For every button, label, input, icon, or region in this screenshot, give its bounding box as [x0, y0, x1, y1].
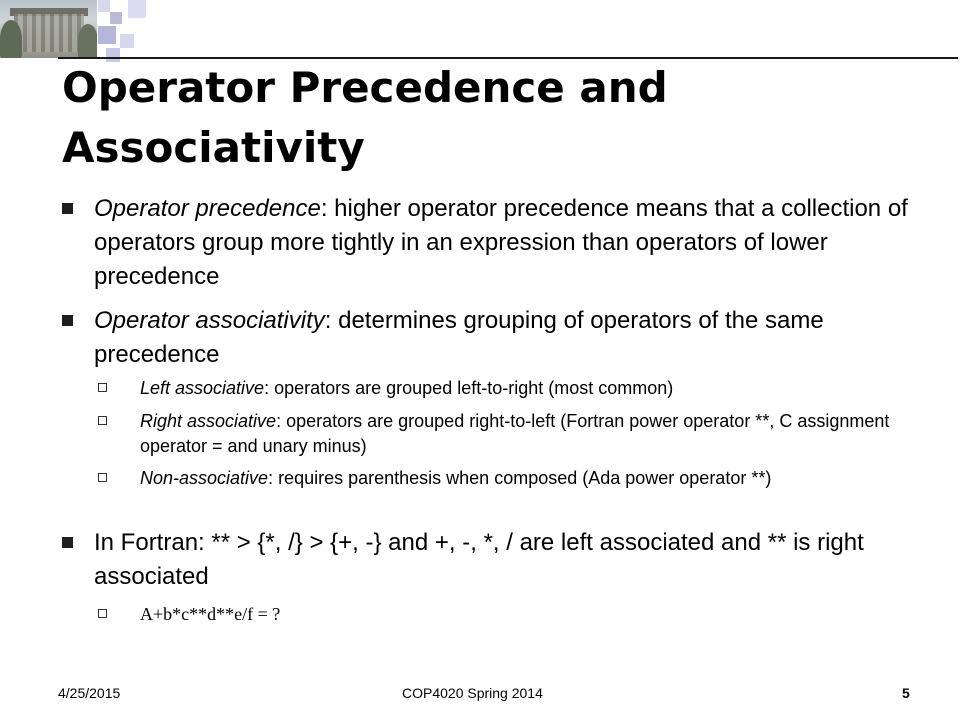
bullet-fortran-precedence	[62, 526, 950, 594]
hollow-square-bullet-icon	[98, 609, 107, 618]
footer-course: COP4020 Spring 2014	[402, 685, 543, 701]
subbullet-text: : requires parenthesis when composed (Ada power operator **)	[268, 468, 772, 488]
slide-title: Operator Precedence and Associativity	[62, 63, 668, 172]
subbullet-non-associative	[98, 466, 940, 491]
bullet-term: Operator precedence	[94, 195, 321, 222]
square-bullet-icon	[62, 203, 73, 214]
subbullet-right-associative	[98, 409, 940, 459]
subbullet-term: Right associative	[140, 411, 277, 431]
decorative-square	[110, 12, 122, 24]
subbullet-text: A+b*c**d**e/f = ?	[140, 604, 281, 624]
bullet-text: In Fortran: ** > {*, /} > {+, -} and +, -, *, / are left associated and ** is right associated	[94, 529, 864, 590]
bullet-term: Operator associativity	[94, 307, 325, 334]
subbullet-expression-question	[98, 602, 940, 627]
hollow-square-bullet-icon	[98, 473, 107, 482]
header-building-photo	[0, 0, 97, 58]
hollow-square-bullet-icon	[98, 383, 107, 392]
subbullet-left-associative	[98, 376, 940, 401]
bullet-operator-associativity	[62, 304, 950, 372]
decorative-square	[128, 0, 146, 18]
footer-page-number: 5	[902, 685, 910, 701]
subbullet-term: Non-associative	[140, 468, 269, 488]
bullet-text: : determines grouping of operators of the same precedence	[94, 307, 824, 368]
decorative-square	[98, 0, 110, 12]
footer-date: 4/25/2015	[58, 685, 121, 701]
photo-building	[14, 14, 84, 52]
bullet-operator-precedence	[62, 192, 950, 294]
hollow-square-bullet-icon	[98, 416, 107, 425]
subbullet-term: Left associative	[140, 378, 265, 398]
photo-tree-right	[78, 24, 97, 58]
decorative-square	[120, 34, 134, 48]
square-bullet-icon	[62, 315, 73, 326]
square-bullet-icon	[62, 537, 73, 548]
decorative-square	[98, 26, 116, 44]
photo-tree-left	[0, 20, 22, 58]
bullet-text: : higher operator precedence means that a collection of operators group more tightly in an expression than operators of lower precedence	[94, 195, 908, 290]
subbullet-text: : operators are grouped left-to-right (most common)	[264, 378, 674, 398]
subbullet-text: : operators are grouped right-to-left (Fortran power operator **, C assignment operator = and unary minus)	[140, 411, 890, 456]
